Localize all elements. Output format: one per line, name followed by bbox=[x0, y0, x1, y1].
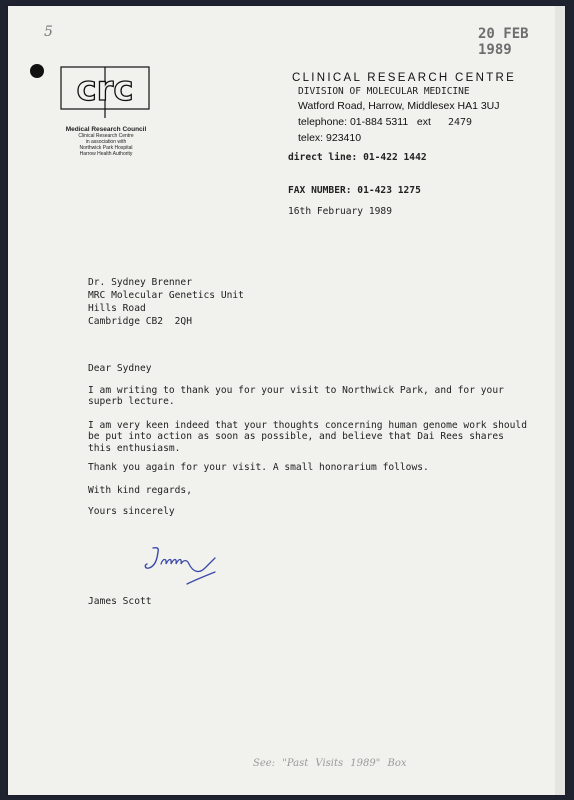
council-name: Medical Research Council bbox=[65, 126, 147, 133]
fax-number: FAX NUMBER: 01-423 1275 bbox=[288, 185, 421, 196]
recipient-line: Dr. Sydney Brenner bbox=[88, 277, 192, 288]
received-date-stamp: 20 FEB 1989 bbox=[478, 26, 529, 58]
recipient-line: Cambridge CB2 2QH bbox=[88, 316, 192, 327]
address: Watford Road, Harrow, Middlesex HA1 3UJ bbox=[298, 100, 500, 112]
council-line: Northwick Park Hospital bbox=[79, 145, 133, 151]
mrc-block bbox=[58, 126, 154, 157]
letter-page bbox=[8, 6, 565, 795]
handwritten-signature bbox=[143, 542, 223, 588]
telephone: telephone: 01-884 5311 ext bbox=[298, 116, 431, 128]
punch-hole bbox=[30, 64, 44, 78]
salutation: Dear Sydney bbox=[88, 363, 152, 374]
closing-sincerely: Yours sincerely bbox=[88, 506, 175, 517]
crc-logo-icon bbox=[60, 66, 150, 118]
corner-handwritten-mark: 5 bbox=[44, 24, 53, 40]
archive-footnote: See: "Past Visits 1989" Box bbox=[253, 758, 407, 769]
centre-name: CLINICAL RESEARCH CENTRE bbox=[292, 72, 517, 84]
closing-regards: With kind regards, bbox=[88, 485, 192, 496]
letter-date: 16th February 1989 bbox=[288, 206, 392, 217]
council-line: Clinical Research Centre bbox=[78, 133, 134, 139]
extension-number: 2479 bbox=[448, 117, 473, 128]
council-line: in association with bbox=[85, 139, 127, 145]
body-paragraph: Thank you again for your visit. A small honorarium follows. bbox=[88, 462, 429, 473]
direct-line: direct line: 01-422 1442 bbox=[288, 152, 427, 163]
recipient-line: MRC Molecular Genetics Unit bbox=[88, 290, 244, 301]
telex: telex: 923410 bbox=[298, 132, 362, 144]
body-paragraph: I am very keen indeed that your thoughts concerning human genome work should be put into action as soon as possible, and believe that Dai Rees shares this enthusiasm. bbox=[88, 420, 527, 454]
recipient-line: Hills Road bbox=[88, 303, 146, 314]
logo-text: crc bbox=[76, 69, 134, 109]
body-paragraph: I am writing to thank you for your visit to Northwick Park, and for your superb lecture. bbox=[88, 385, 504, 408]
signatory-name: James Scott bbox=[88, 596, 152, 607]
division-name: DIVISION OF MOLECULAR MEDICINE bbox=[298, 86, 470, 97]
page-edge bbox=[555, 6, 565, 795]
council-line: Harrow Health Authority bbox=[79, 151, 133, 157]
